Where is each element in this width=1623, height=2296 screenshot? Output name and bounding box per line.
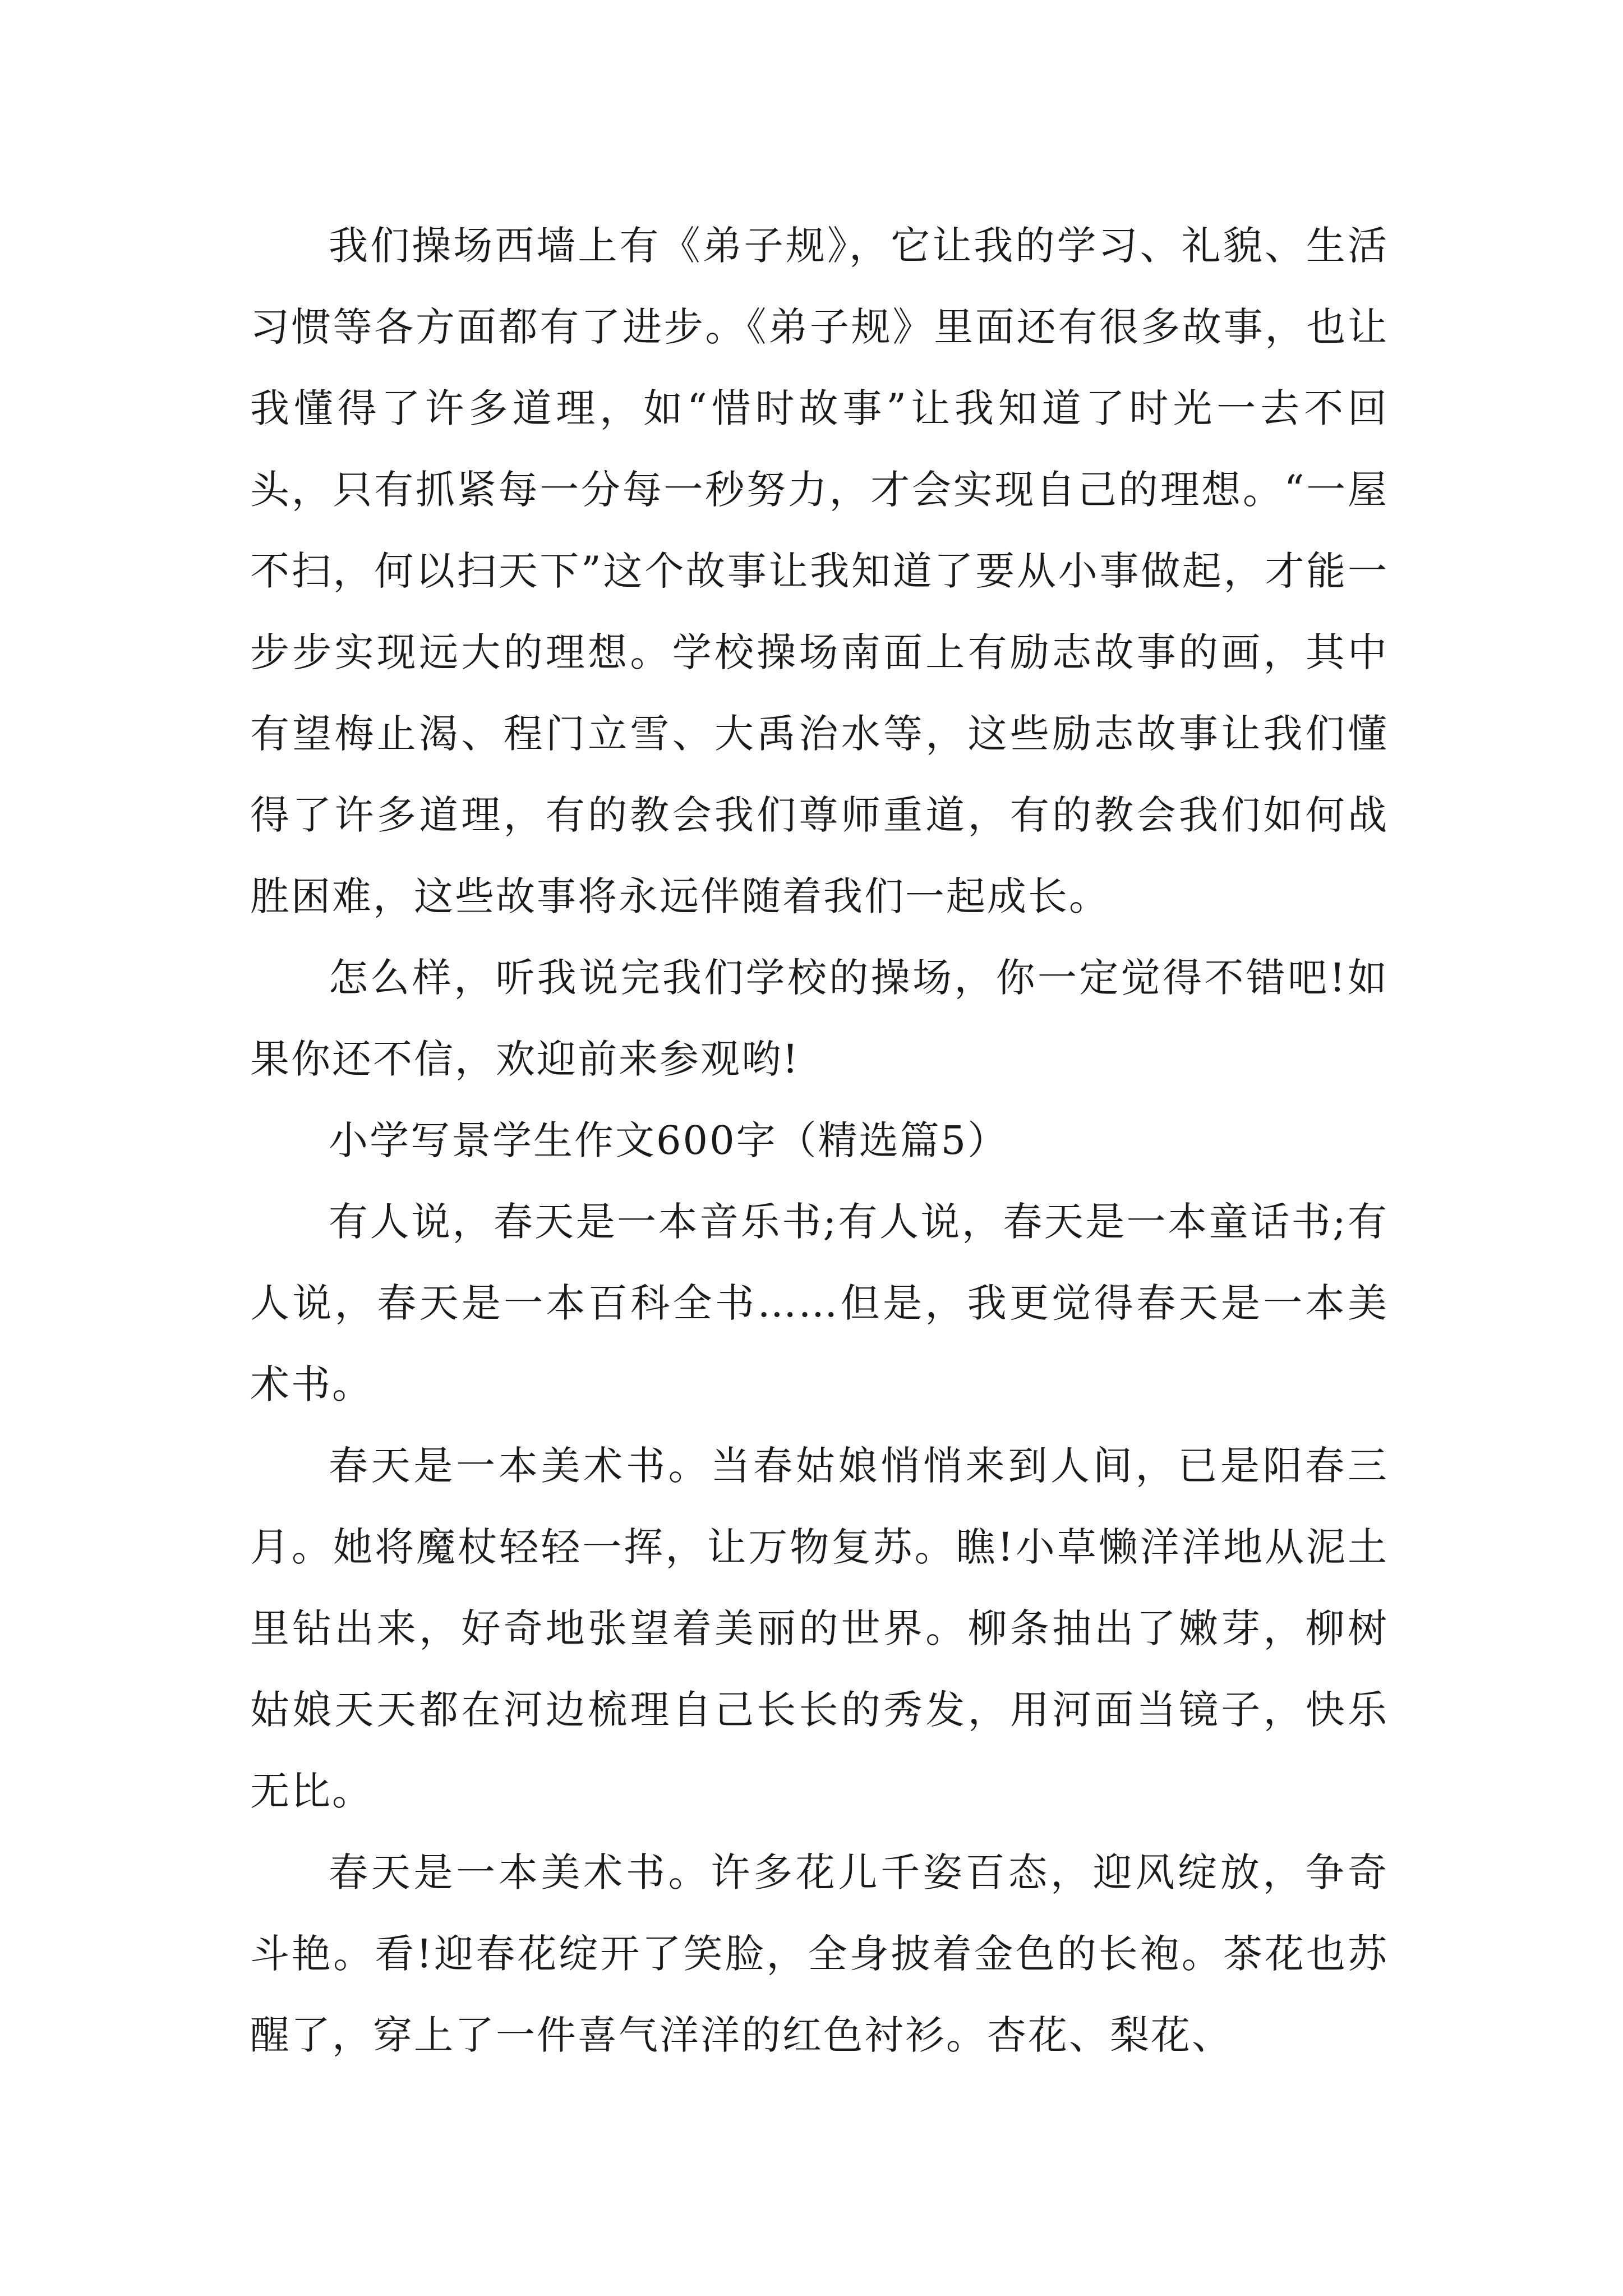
document-body: [250, 205, 1389, 2076]
paragraph-playground-west-wall: 我们操场西墙上有《弟子规》，它让我的学习、礼貌、生活习惯等各方面都有了进步。《弟子规》里面还有很多故事，也让我懂得了许多道理，如“惜时故事”让我知道了时光一去不回头，只有抓紧每一分每一秒努力，才会实现自己的理想。“一屋不扫，何以扫天下”这个故事让我知道了要从小事做起，才能一步步实现远大的理想。学校操场南面上有励志故事的画，其中有望梅止渴、程门立雪、大禹治水等，这些励志故事让我们懂得了许多道理，有的教会我们尊师重道，有的教会我们如何战胜困难，这些故事将永远伴随着我们一起成长。: [250, 223, 1389, 919]
paragraph-spring-flowers: 春天是一本美术书。许多花儿千姿百态，迎风绽放，争奇斗艳。看!迎春花绽开了笑脸，全身披着金色的长袍。茶花也苏醒了，穿上了一件喜气洋洋的红色衬衫。杏花、梨花、: [250, 1849, 1389, 2058]
paragraph-invitation: 怎么样，听我说完我们学校的操场，你一定觉得不错吧!如果你还不信，欢迎前来参观哟!: [250, 955, 1389, 1082]
section-heading: 小学写景学生作文600字（精选篇5）: [329, 1117, 1009, 1163]
paragraph-spring-books: 有人说，春天是一本音乐书;有人说，春天是一本童话书;有人说，春天是一本百科全书……但是，我更觉得春天是一本美术书。: [250, 1199, 1389, 1407]
paragraph-spring-grass-willow: 春天是一本美术书。当春姑娘悄悄来到人间，已是阳春三月。她将魔杖轻轻一挥，让万物复苏。瞧!小草懒洋洋地从泥土里钻出来，好奇地张望着美丽的世界。柳条抽出了嫩芽，柳树姑娘天天都在河边梳理自己长长的秀发，用河面当镜子，快乐无比。: [250, 1443, 1389, 1814]
